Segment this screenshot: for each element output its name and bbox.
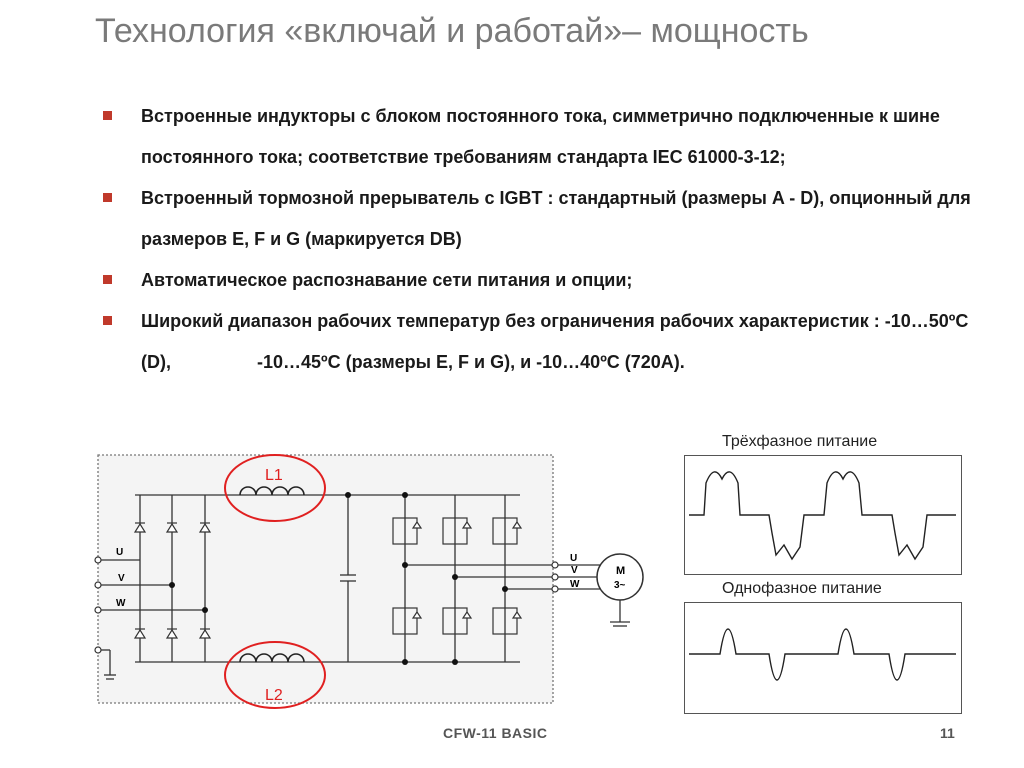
input-label-u: U xyxy=(116,547,124,558)
output-label-u: U xyxy=(570,553,578,564)
square-bullet-icon xyxy=(103,316,112,325)
output-label-w: W xyxy=(570,579,580,590)
bullet-item xyxy=(100,260,980,301)
bullet-list xyxy=(100,96,980,383)
inductor-l1-label: L1 xyxy=(265,467,283,484)
bullet-text: Встроенные индукторы с блоком постоянного тока, симметрично подключенные к шине постоянного тока; соответствие требованиям стандарта IEC 61000-3-12; xyxy=(141,106,940,167)
motor-label: M xyxy=(616,565,626,577)
page-number: 11 xyxy=(940,725,955,741)
single-phase-label: Однофазное питание xyxy=(722,580,882,597)
three-phase-label: Трёхфазное питание xyxy=(722,433,878,450)
power-circuit-diagram xyxy=(90,450,670,720)
bullet-item xyxy=(100,301,980,383)
input-label-v: V xyxy=(118,573,125,584)
square-bullet-icon xyxy=(103,275,112,284)
three-phase-waveform xyxy=(684,455,962,575)
square-bullet-icon xyxy=(103,111,112,120)
bullet-text-part2: -10…45ºC (размеры E, F и G), и -10…40ºC (720A). xyxy=(257,352,685,372)
square-bullet-icon xyxy=(103,193,112,202)
footer-label: CFW-11 BASIC xyxy=(443,725,548,741)
motor-sublabel: 3~ xyxy=(614,580,626,591)
inductor-l2-label: L2 xyxy=(265,687,283,704)
bullet-text: Автоматическое распознавание сети питания и опции; xyxy=(141,270,633,290)
bullet-item xyxy=(100,178,980,260)
bullet-item xyxy=(100,96,980,178)
bullet-text-part1: Широкий диапазон рабочих температур без ограничения рабочих характеристик : -10…50ºC (D), xyxy=(141,311,969,372)
bullet-text: Встроенный тормозной прерыватель с IGBT : стандартный (размеры A - D), опционный для размеров E, F и G (маркируется DB) xyxy=(141,188,971,249)
input-label-w: W xyxy=(116,598,126,609)
slide-title: Технология «включай и работай»– мощность xyxy=(95,12,809,50)
output-label-v: V xyxy=(571,565,578,576)
single-phase-waveform xyxy=(684,602,962,714)
